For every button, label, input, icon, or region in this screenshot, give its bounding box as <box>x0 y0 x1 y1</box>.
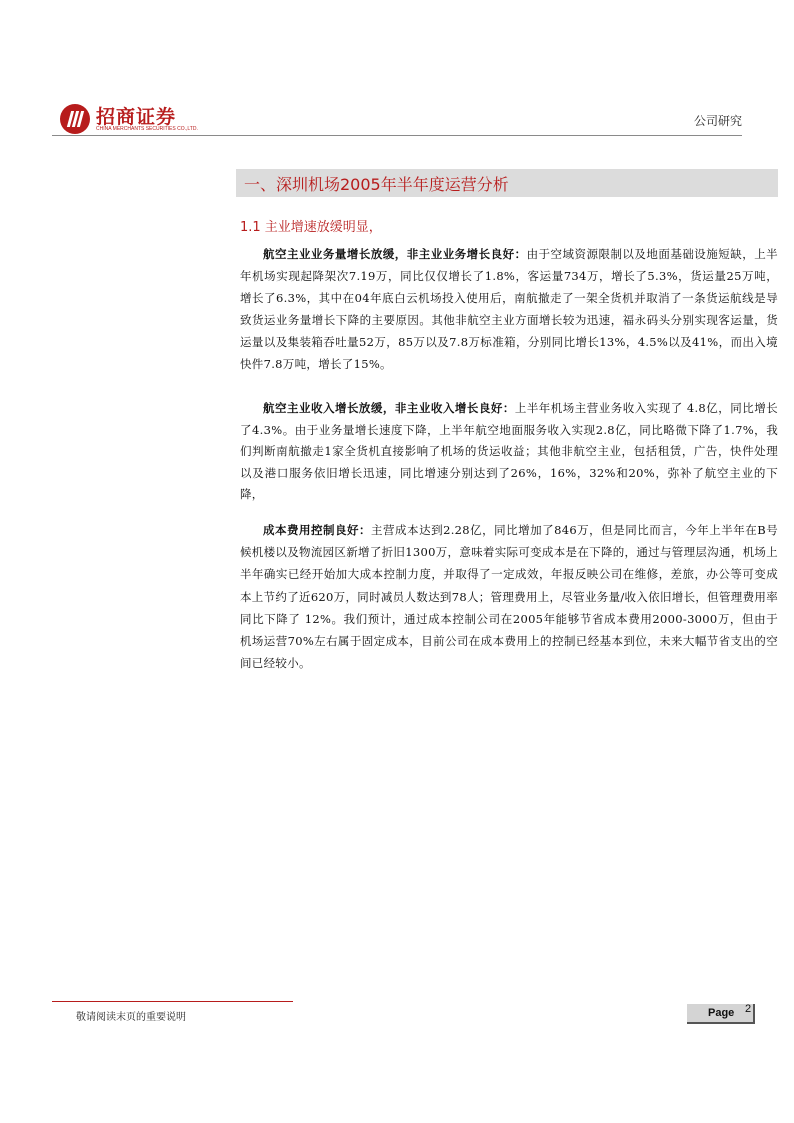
paragraph-body: 上半年机场主营业务收入实现了 4.8亿，同比增长了4.3%。由于业务量增长速度下降，上半年航空地面服务收入实现2.8亿，同比略微下降了1.7%，我们判断南航撤走1家全货机直接影响了机场的货运收益；其他非航空主业，包括租赁，广告，快件处理以及港口服务依旧增长迅速，同比增速分别达到了26%，16%，32%和20%，弥补了航空主业的下降， <box>240 401 778 502</box>
page-label: Page <box>708 1007 735 1019</box>
logo-english-name: CHINA MERCHANTS SECURITIES CO.,LTD. <box>96 126 198 132</box>
paragraph-body: 由于空域资源限制以及地面基础设施短缺，上半年机场实现起降架次7.19万，同比仅仅增长了1.8%，客运量734万，增长了5.3%，货运量25万吨，增长了6.3%，其中在04年底白云机场投入使用后，南航撤走了一架全货机并取消了一条货运航线是导致货运业务量增长下降的主要原因。其他非航空主业方面增长较为迅速，福永码头分别实现客运量，货运量以及集装箱吞吐量52万，85万以及7.8万标准箱，分别同比增长13%，4.5%以及41%，而出入境快件7.8万吨，增长了15%。 <box>240 247 778 371</box>
company-logo <box>60 100 220 140</box>
paragraph-lead: 航空主业收入增长放缓，非主业收入增长良好： <box>263 401 515 415</box>
paragraph-lead: 成本费用控制良好： <box>263 523 372 537</box>
page-number: 2 <box>745 1003 752 1015</box>
paragraph-business-volume <box>240 243 778 375</box>
paragraph-revenue <box>240 398 778 506</box>
footer-divider <box>52 1001 293 1002</box>
paragraph-lead: 航空主业业务量增长放缓，非主业业务增长良好： <box>263 247 527 261</box>
paragraph-body: 主营成本达到2.28亿，同比增加了846万，但是同比而言，今年上半年在B号候机楼以及物流园区新增了折旧1300万，意味着实际可变成本是在下降的，通过与管理层沟通，机场上半年确实已经开始加大成本控制力度，并取得了一定成效，年报反映公司在维修，差旅，办公等可变成本上节约了近620万，同时减员人数达到78人；管理费用上，尽管业务量/收入依旧增长，但管理费用率同比下降了 12%。我们预计，通过成本控制公司在2005年能够节省成本费用2000-3000万，但由于机场运营70%左右属于固定成本，目前公司在成本费用上的控制已经基本到位，未来大幅节省支出的空间已经较小。 <box>240 523 778 671</box>
paragraph-cost-control <box>240 519 778 674</box>
subsection-title: 1.1 主业增速放缓明显， <box>240 220 382 235</box>
logo-chinese-name: 招商证券 <box>96 106 177 128</box>
header-divider <box>52 135 742 136</box>
logo-emblem-icon <box>60 104 90 134</box>
disclaimer-note: 敬请阅读末页的重要说明 <box>76 1012 186 1023</box>
section-title: 一、深圳机场2005年半年度运营分析 <box>244 175 509 194</box>
report-type-label: 公司研究 <box>693 114 742 128</box>
section-banner <box>236 169 778 197</box>
